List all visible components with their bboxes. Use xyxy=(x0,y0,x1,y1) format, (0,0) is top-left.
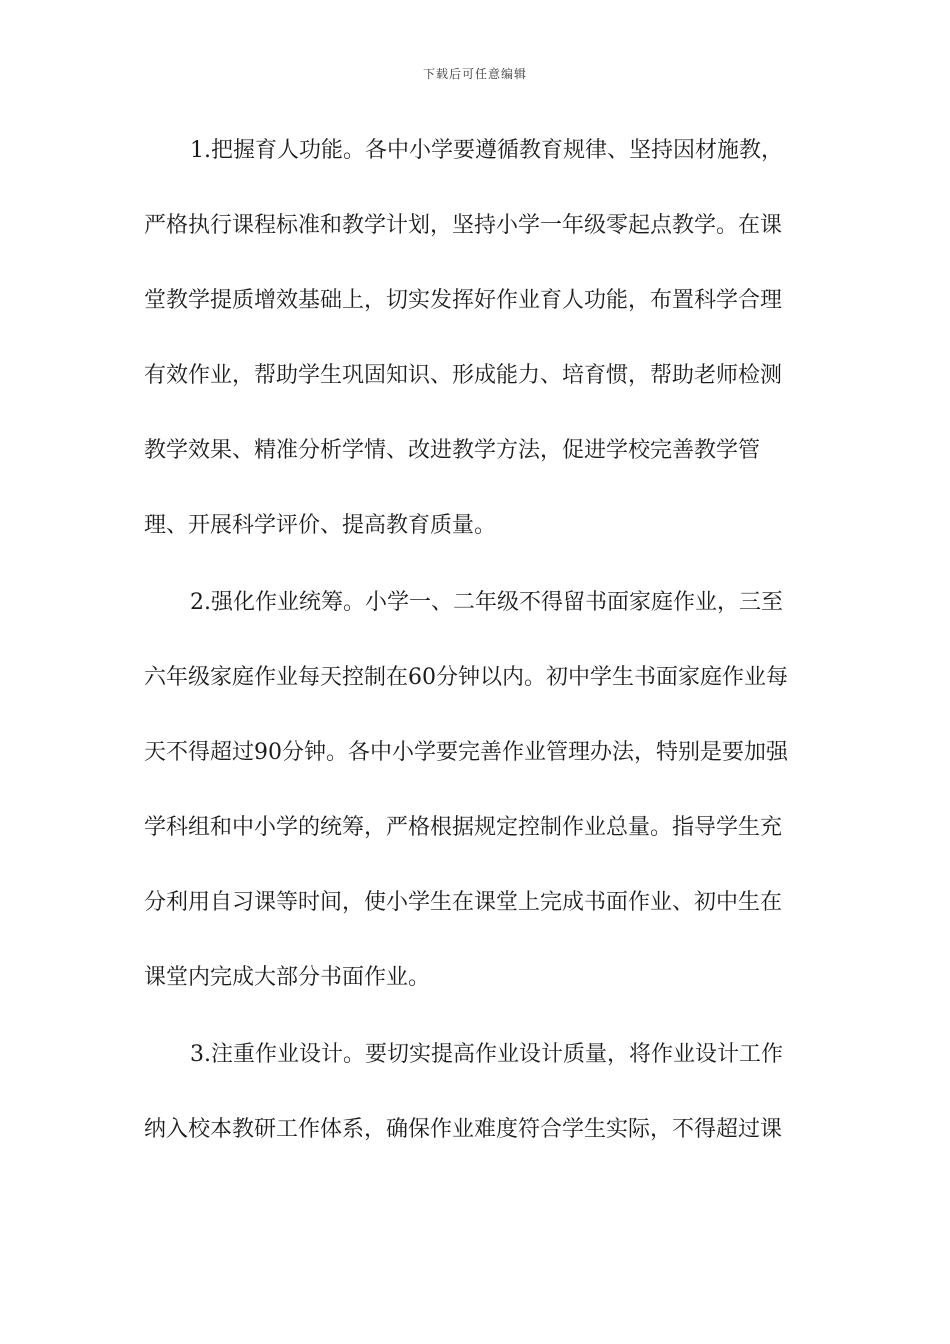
paragraph-2-line-6: 课堂内完成大部分书面作业。 xyxy=(144,965,431,990)
paragraph-1-line-3: 堂教学提质增效基础上，切实发挥好作业育人功能，布置科学合理 xyxy=(144,288,783,313)
paragraph-2-line-4: 学科组和中小学的统筹，严格根据规定控制作业总量。指导学生充 xyxy=(144,815,783,840)
paragraph-1-line-5: 教学效果、精准分析学情、改进教学方法，促进学校完善教学管 xyxy=(144,438,761,463)
page-header: 下载后可任意编辑 xyxy=(422,67,527,81)
paragraph-1-line-4: 有效作业，帮助学生巩固知识、形成能力、培育惯，帮助老师检测 xyxy=(144,363,783,388)
paragraph-1-line-2: 严格执行课程标准和教学计划，坚持小学一年级零起点教学。在课 xyxy=(144,213,783,238)
paragraph-2-line-2: 六年级家庭作业每天控制在60分钟以内。初中学生书面家庭作业每 xyxy=(144,665,788,690)
paragraph-1-line-6: 理、开展科学评价、提高教育质量。 xyxy=(144,513,497,538)
paragraph-3-line-1: 3.注重作业设计。要切实提高作业设计质量，将作业设计工作 xyxy=(190,1042,783,1067)
paragraph-2-line-3: 天不得超过90分钟。各中小学要完善作业管理办法，特别是要加强 xyxy=(144,740,788,765)
paragraph-2-line-1: 2.强化作业统筹。小学一、二年级不得留书面家庭作业，三至 xyxy=(190,590,783,615)
paragraph-1-line-1: 1.把握育人功能。各中小学要遵循教育规律、坚持因材施教， xyxy=(190,138,783,163)
paragraph-3-line-2: 纳入校本教研工作体系，确保作业难度符合学生实际，不得超过课 xyxy=(144,1117,783,1142)
paragraph-2-line-5: 分利用自习课等时间，使小学生在课堂上完成书面作业、初中生在 xyxy=(144,890,783,915)
